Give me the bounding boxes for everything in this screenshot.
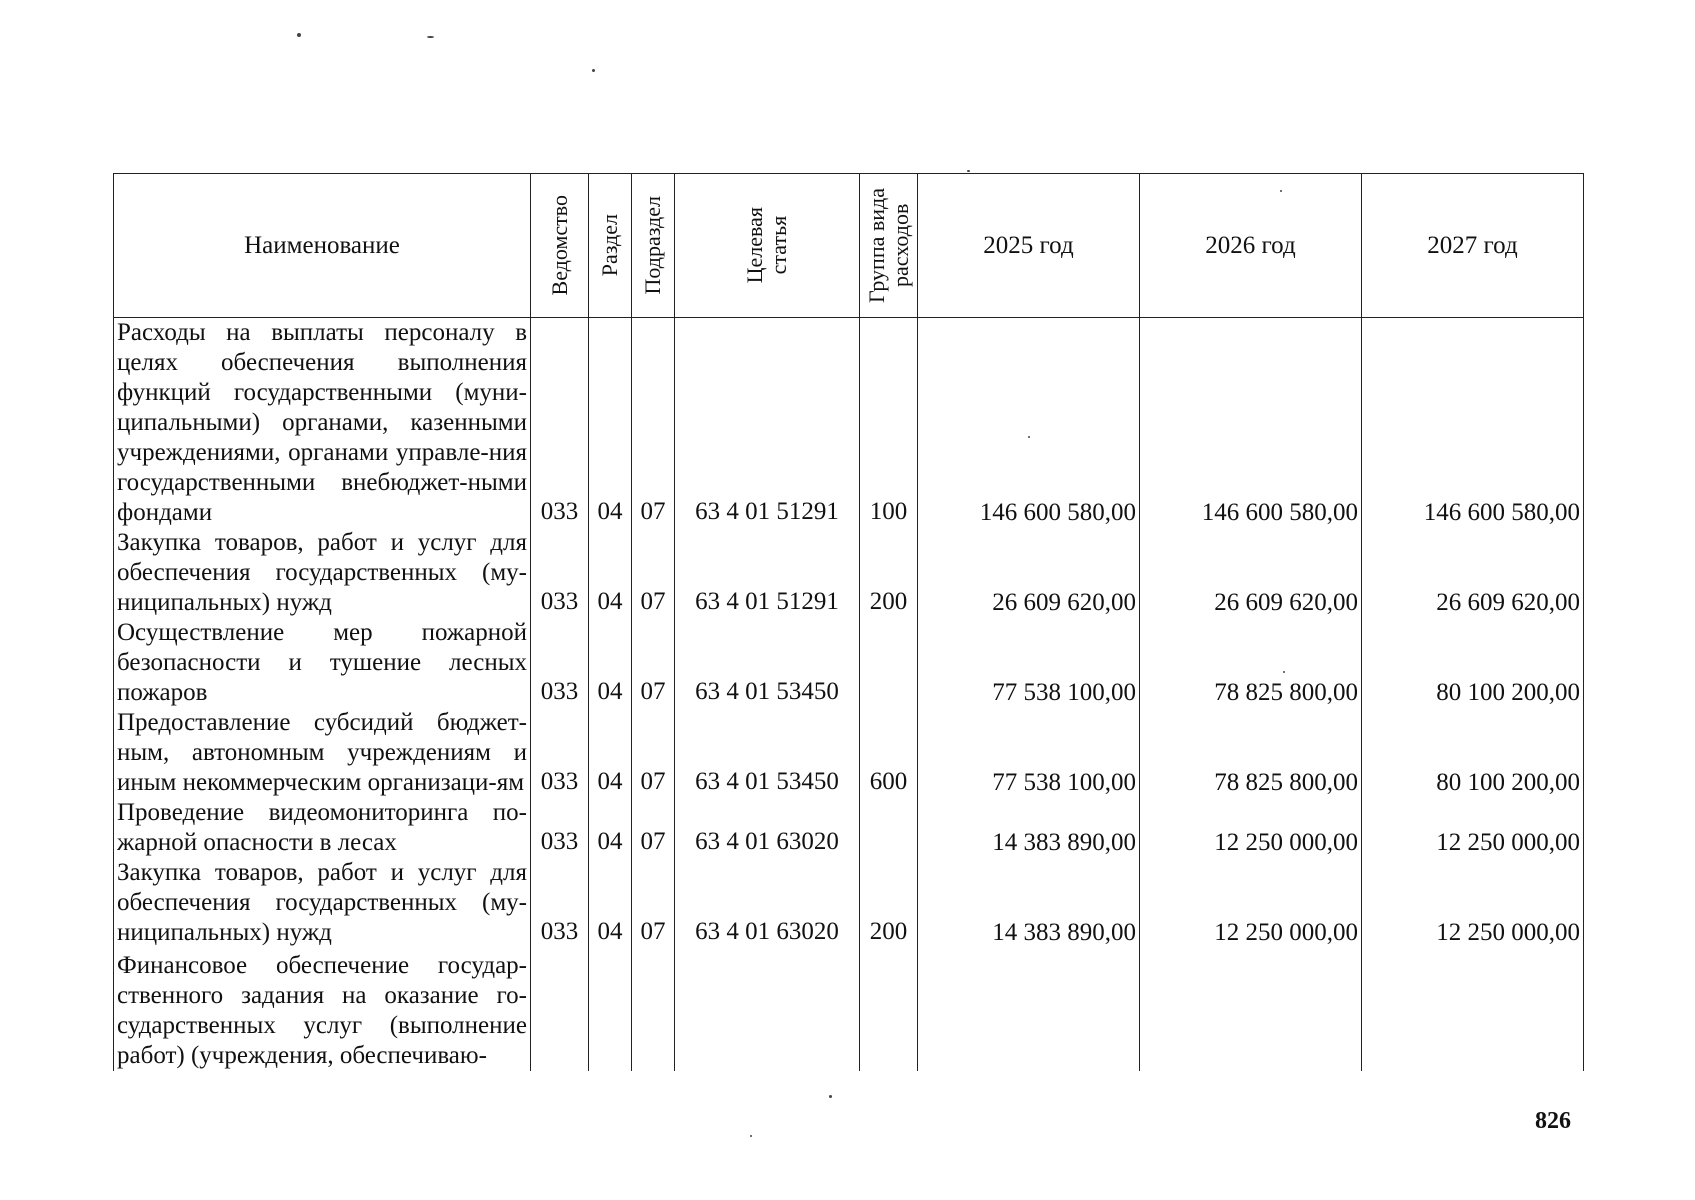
row-subsection: 07	[632, 618, 675, 708]
row-department	[531, 948, 589, 1071]
row-amount-2026: 12 250 000,00	[1140, 858, 1362, 948]
row-target-article: 63 4 01 51291	[675, 318, 860, 529]
row-target-article: 63 4 01 53450	[675, 708, 860, 798]
row-target-article	[675, 948, 860, 1071]
row-department: 033	[531, 318, 589, 529]
row-amount-2025	[918, 948, 1140, 1071]
row-amount-2025: 14 383 890,00	[918, 858, 1140, 948]
row-name: Закупка товаров, работ и услуг для обеспечения государственных (му-ниципальных) нужд	[114, 528, 531, 618]
row-department: 033	[531, 528, 589, 618]
header-expense-group-label: Группа вида расходов	[863, 188, 913, 303]
table-row	[114, 708, 1584, 798]
header-year-2026-label: 2026 год	[1205, 231, 1296, 259]
row-amount-2026: 78 825 800,00	[1140, 708, 1362, 798]
row-amount-2027: 12 250 000,00	[1362, 798, 1584, 858]
row-target-article: 63 4 01 63020	[675, 858, 860, 948]
row-expense-group	[860, 798, 918, 858]
table-row	[114, 948, 1584, 1071]
budget-table	[113, 173, 1584, 1071]
row-target-article: 63 4 01 53450	[675, 618, 860, 708]
row-amount-2026: 26 609 620,00	[1140, 528, 1362, 618]
scan-speck	[750, 1135, 752, 1137]
row-amount-2027: 146 600 580,00	[1362, 318, 1584, 529]
header-year-2025-label: 2025 год	[983, 231, 1074, 259]
row-amount-2026: 12 250 000,00	[1140, 798, 1362, 858]
row-department: 033	[531, 798, 589, 858]
row-expense-group	[860, 948, 918, 1071]
row-name: Проведение видеомониторинга по-жарной опасности в лесах	[114, 798, 531, 858]
row-name: Осуществление мер пожарной безопасности и тушение лесных пожаров	[114, 618, 531, 708]
row-section: 04	[589, 798, 632, 858]
row-amount-2025: 146 600 580,00	[918, 318, 1140, 529]
row-expense-group: 200	[860, 858, 918, 948]
row-target-article: 63 4 01 63020	[675, 798, 860, 858]
header-name	[114, 174, 531, 318]
row-department: 033	[531, 708, 589, 798]
row-amount-2026	[1140, 948, 1362, 1071]
row-amount-2025: 26 609 620,00	[918, 528, 1140, 618]
row-subsection	[632, 948, 675, 1071]
row-expense-group	[860, 618, 918, 708]
header-section-label: Раздел	[597, 214, 622, 277]
header-name-label: Наименование	[244, 231, 400, 259]
scan-speck	[297, 33, 301, 37]
table-header-row	[114, 174, 1584, 318]
row-amount-2027: 12 250 000,00	[1362, 858, 1584, 948]
header-subsection-label: Подраздел	[640, 196, 665, 295]
row-amount-2027: 80 100 200,00	[1362, 708, 1584, 798]
table-row	[114, 618, 1584, 708]
scan-speck	[967, 170, 970, 172]
row-section: 04	[589, 318, 632, 529]
header-target-article	[675, 174, 860, 318]
header-target-article-label: Целевая статья	[742, 207, 791, 284]
row-subsection: 07	[632, 708, 675, 798]
scan-speck	[592, 69, 595, 72]
row-subsection: 07	[632, 858, 675, 948]
header-department	[531, 174, 589, 318]
row-name: Предоставление субсидий бюджет-ным, автономным учреждениям и иным некоммерческим организаци-ям	[114, 708, 531, 798]
row-amount-2026: 78 825 800,00	[1140, 618, 1362, 708]
scan-speck	[829, 1095, 832, 1098]
row-subsection: 07	[632, 318, 675, 529]
header-department-label: Ведомство	[546, 195, 572, 296]
header-year-2026	[1140, 174, 1362, 318]
header-year-2027-label: 2027 год	[1427, 231, 1518, 259]
row-subsection: 07	[632, 798, 675, 858]
header-year-2027	[1362, 174, 1584, 318]
row-name: Расходы на выплаты персоналу в целях обеспечения выполнения функций государственными (муни-ципальными) органами, казенными учреждениями, органами управле-ния государственными внебюджет-ными фондами	[114, 318, 531, 529]
header-section	[589, 174, 632, 318]
row-section: 04	[589, 528, 632, 618]
header-subsection	[632, 174, 675, 318]
row-section: 04	[589, 708, 632, 798]
row-subsection: 07	[632, 528, 675, 618]
row-department: 033	[531, 618, 589, 708]
row-amount-2025: 14 383 890,00	[918, 798, 1140, 858]
row-amount-2026: 146 600 580,00	[1140, 318, 1362, 529]
scan-speck	[427, 36, 434, 38]
row-expense-group: 100	[860, 318, 918, 529]
row-amount-2027: 80 100 200,00	[1362, 618, 1584, 708]
row-section	[589, 948, 632, 1071]
row-target-article: 63 4 01 51291	[675, 528, 860, 618]
row-amount-2025: 77 538 100,00	[918, 708, 1140, 798]
row-amount-2027	[1362, 948, 1584, 1071]
table-row	[114, 318, 1584, 529]
row-section: 04	[589, 618, 632, 708]
table-row	[114, 858, 1584, 948]
row-department: 033	[531, 858, 589, 948]
table-row	[114, 798, 1584, 858]
row-expense-group: 200	[860, 528, 918, 618]
header-year-2025	[918, 174, 1140, 318]
table-row	[114, 528, 1584, 618]
row-name: Финансовое обеспечение государ-ственного задания на оказание го-сударственных услуг (выполнение работ) (учреждения, обеспечиваю-	[114, 948, 531, 1071]
row-section: 04	[589, 858, 632, 948]
row-name: Закупка товаров, работ и услуг для обеспечения государственных (му-ниципальных) нужд	[114, 858, 531, 948]
row-amount-2027: 26 609 620,00	[1362, 528, 1584, 618]
row-expense-group: 600	[860, 708, 918, 798]
row-amount-2025: 77 538 100,00	[918, 618, 1140, 708]
header-expense-group	[860, 174, 918, 318]
page-number: 826	[1535, 1108, 1571, 1134]
